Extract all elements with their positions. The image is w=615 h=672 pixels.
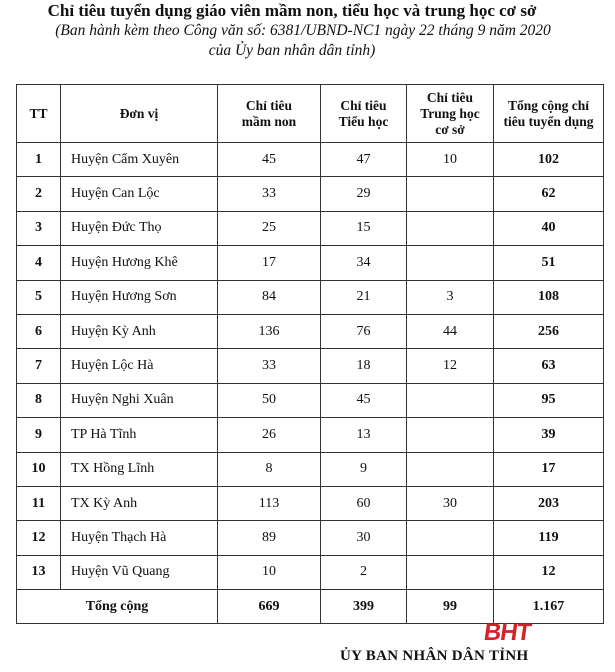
row-secondary [407, 452, 494, 486]
row-preschool: 26 [218, 418, 321, 452]
header-secondary [407, 85, 494, 143]
row-unit: Huyện Vũ Quang [61, 555, 218, 589]
row-primary: 76 [321, 314, 407, 348]
table-row [17, 486, 604, 520]
table-row [17, 211, 604, 245]
row-preschool: 136 [218, 314, 321, 348]
recruitment-quota-table [16, 84, 604, 624]
row-total: 108 [494, 280, 604, 314]
row-primary: 21 [321, 280, 407, 314]
row-preschool: 113 [218, 486, 321, 520]
table-row [17, 555, 604, 589]
row-primary: 15 [321, 211, 407, 245]
row-secondary: 10 [407, 143, 494, 177]
table-row [17, 246, 604, 280]
row-preschool: 25 [218, 211, 321, 245]
summary-primary: 399 [321, 590, 407, 624]
row-unit: Huyện Nghi Xuân [61, 383, 218, 417]
row-tt: 4 [17, 246, 61, 280]
row-primary: 29 [321, 177, 407, 211]
row-tt: 13 [17, 555, 61, 589]
row-tt: 10 [17, 452, 61, 486]
summary-label: Tổng cộng [17, 590, 218, 624]
row-tt: 8 [17, 383, 61, 417]
row-total: 95 [494, 383, 604, 417]
header-secondary-line2: Trung học [420, 105, 480, 121]
table-row [17, 383, 604, 417]
row-primary: 45 [321, 383, 407, 417]
header-unit: Đơn vị [61, 85, 218, 143]
table-row [17, 177, 604, 211]
row-tt: 11 [17, 486, 61, 520]
table-row [17, 349, 604, 383]
row-unit: TX Hồng Lĩnh [61, 452, 218, 486]
row-secondary [407, 211, 494, 245]
row-tt: 3 [17, 211, 61, 245]
row-secondary: 44 [407, 314, 494, 348]
row-preschool: 33 [218, 349, 321, 383]
row-unit: Huyện Cẩm Xuyên [61, 143, 218, 177]
table-row [17, 521, 604, 555]
row-total: 102 [494, 143, 604, 177]
row-total: 256 [494, 314, 604, 348]
row-total: 62 [494, 177, 604, 211]
row-secondary: 3 [407, 280, 494, 314]
header-preschool-line2: mầm non [241, 113, 297, 129]
row-secondary [407, 383, 494, 417]
table-row [17, 314, 604, 348]
table-header-row [17, 85, 604, 143]
row-unit: Huyện Can Lộc [61, 177, 218, 211]
footer-signature-title: ỦY BAN NHÂN DÂN TỈNH [340, 648, 529, 664]
row-tt: 6 [17, 314, 61, 348]
row-tt: 7 [17, 349, 61, 383]
row-total: 40 [494, 211, 604, 245]
row-tt: 5 [17, 280, 61, 314]
header-primary [321, 85, 407, 143]
row-tt: 9 [17, 418, 61, 452]
row-total: 12 [494, 555, 604, 589]
row-unit: Huyện Hương Sơn [61, 280, 218, 314]
row-preschool: 89 [218, 521, 321, 555]
row-unit: Huyện Kỳ Anh [61, 314, 218, 348]
table-row [17, 143, 604, 177]
row-primary: 13 [321, 418, 407, 452]
row-secondary [407, 521, 494, 555]
row-unit: Huyện Hương Khê [61, 246, 218, 280]
row-secondary [407, 418, 494, 452]
row-primary: 47 [321, 143, 407, 177]
row-primary: 18 [321, 349, 407, 383]
table-row [17, 280, 604, 314]
document-subtitle-line1: (Ban hành kèm theo Công văn số: 6381/UBND-NC1 ngày 22 tháng 9 năm 2020 [55, 22, 551, 39]
row-tt: 1 [17, 143, 61, 177]
row-total: 203 [494, 486, 604, 520]
header-tt: TT [17, 85, 61, 143]
summary-preschool: 669 [218, 590, 321, 624]
row-primary: 9 [321, 452, 407, 486]
row-primary: 2 [321, 555, 407, 589]
row-preschool: 45 [218, 143, 321, 177]
row-unit: Huyện Đức Thọ [61, 211, 218, 245]
row-preschool: 17 [218, 246, 321, 280]
row-secondary [407, 555, 494, 589]
header-total [494, 85, 604, 143]
row-unit: TX Kỳ Anh [61, 486, 218, 520]
row-preschool: 10 [218, 555, 321, 589]
row-preschool: 84 [218, 280, 321, 314]
summary-total: 1.167 [494, 590, 604, 624]
header-primary-line1: Chỉ tiêu [340, 97, 387, 113]
summary-secondary: 99 [407, 590, 494, 624]
table-row [17, 452, 604, 486]
row-secondary [407, 177, 494, 211]
row-primary: 60 [321, 486, 407, 520]
header-secondary-line1: Chỉ tiêu [426, 89, 474, 105]
row-total: 51 [494, 246, 604, 280]
bht-logo: BHT [482, 619, 533, 646]
header-total-line2: tiêu tuyển dụng [503, 113, 594, 129]
row-primary: 30 [321, 521, 407, 555]
row-secondary [407, 246, 494, 280]
row-tt: 12 [17, 521, 61, 555]
row-secondary: 30 [407, 486, 494, 520]
row-total: 63 [494, 349, 604, 383]
row-total: 17 [494, 452, 604, 486]
row-preschool: 50 [218, 383, 321, 417]
header-preschool-line1: Chỉ tiêu [245, 97, 293, 113]
document-title: Chỉ tiêu tuyển dụng giáo viên mầm non, tiểu học và trung học cơ sở [47, 1, 537, 20]
header-secondary-line3: cơ sở [435, 121, 465, 137]
header-total-line1: Tổng cộng chỉ [507, 97, 589, 113]
table-row [17, 418, 604, 452]
document-subtitle-line2: của Ủy ban nhân dân tỉnh) [208, 42, 376, 59]
row-total: 119 [494, 521, 604, 555]
row-total: 39 [494, 418, 604, 452]
header-primary-line2: Tiểu học [338, 113, 389, 129]
row-preschool: 33 [218, 177, 321, 211]
row-primary: 34 [321, 246, 407, 280]
row-secondary: 12 [407, 349, 494, 383]
row-unit: Huyện Lộc Hà [61, 349, 218, 383]
header-preschool [218, 85, 321, 143]
row-unit: TP Hà Tĩnh [61, 418, 218, 452]
row-preschool: 8 [218, 452, 321, 486]
row-unit: Huyện Thạch Hà [61, 521, 218, 555]
row-tt: 2 [17, 177, 61, 211]
